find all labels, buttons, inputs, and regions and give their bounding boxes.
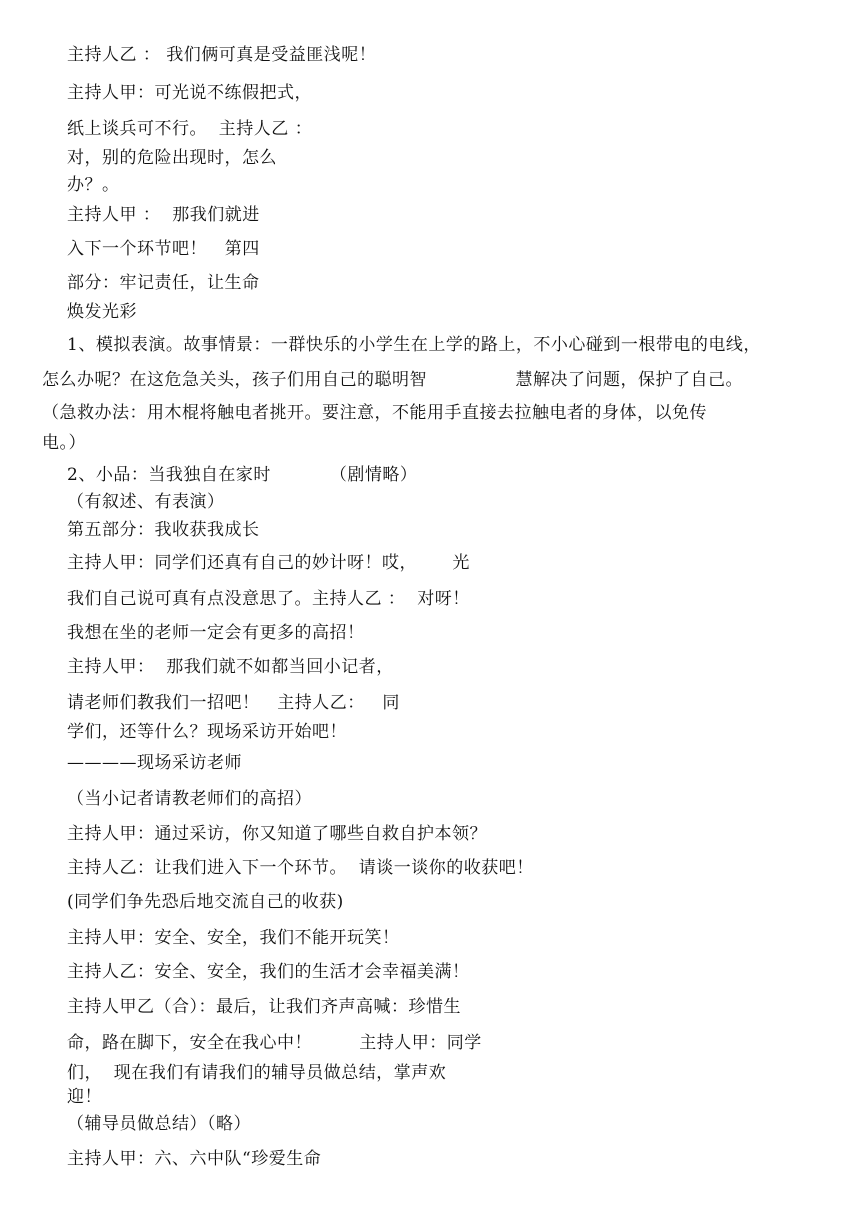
text-line-5: 办？。 xyxy=(67,175,120,195)
text-line-29: 主持人乙：安全、安全，我们的生活才会幸福美满！ xyxy=(67,962,470,982)
text-line-24: （当小记者请教老师们的高招） xyxy=(67,789,312,809)
text-line-31: 命，路在脚下，安全在我心中！ 主持人甲：同学 xyxy=(67,1033,482,1053)
text-line-3: 纸上谈兵可不行。 主持人乙 ： xyxy=(67,119,313,139)
text-line-20: 主持人甲： 那我们就不如都当回小记者， xyxy=(67,657,394,677)
text-line-6: 主持人甲 ： 那我们就进 xyxy=(67,205,260,225)
text-line-2: 主持人甲：可光说不练假把式， xyxy=(67,83,312,103)
text-line-16: 第五部分：我收获我成长 xyxy=(67,520,260,540)
text-line-10: 1、模拟表演。故事情景：一群快乐的小学生在上学的路上，不小心碰到一根带电的电线， xyxy=(67,335,761,355)
text-line-18: 我们自己说可真有点没意思了。主持人乙 ： 对呀！ xyxy=(67,589,470,609)
text-line-7: 入下一个环节吧！ 第四 xyxy=(67,239,260,259)
text-line-12: （急救办法：用木棍将触电者挑开。要注意，不能用手直接去拉触电者的身体，以免传 xyxy=(42,403,707,423)
text-line-13: 电。） xyxy=(42,433,86,453)
text-line-34: （辅导员做总结）（略） xyxy=(67,1114,251,1134)
text-line-23: ————现场采访老师 xyxy=(67,753,242,773)
text-line-4: 对，别的危险出现时，怎么 xyxy=(67,148,277,168)
text-line-21: 请老师们教我们一招吧！ 主持人乙： 同 xyxy=(67,693,400,713)
text-line-33: 迎！ xyxy=(67,1087,102,1107)
text-line-17: 主持人甲：同学们还真有自己的妙计呀！哎， 光 xyxy=(67,553,470,573)
text-line-19: 我想在坐的老师一定会有更多的高招！ xyxy=(67,623,365,643)
text-line-32: 们， 现在我们有请我们的辅导员做总结，掌声欢 xyxy=(67,1063,447,1083)
text-line-9: 焕发光彩 xyxy=(67,302,137,322)
text-line-27: (同学们争先恐后地交流自己的收获) xyxy=(67,892,344,912)
text-line-15: （有叙述、有表演） xyxy=(67,492,225,512)
text-line-22: 学们，还等什么？现场采访开始吧！ xyxy=(67,722,347,742)
text-line-11: 怎么办呢？在这危急关头，孩子们用自己的聪明智 慧解决了问题，保护了自己。 xyxy=(42,370,744,390)
text-line-14: 2、小品：当我独自在家时 （剧情略） xyxy=(67,465,418,485)
text-line-1: 主持人乙 ： 我们俩可真是受益匪浅呢！ xyxy=(67,45,377,65)
text-line-8: 部分：牢记责任，让生命 xyxy=(67,273,260,293)
text-line-35: 主持人甲：六、六中队“珍爱生命 xyxy=(67,1149,322,1169)
text-line-28: 主持人甲：安全、安全，我们不能开玩笑！ xyxy=(67,928,400,948)
text-line-26: 主持人乙：让我们进入下一个环节。 请谈一谈你的收获吧！ xyxy=(67,858,534,878)
text-line-25: 主持人甲：通过采访，你又知道了哪些自救自护本领？ xyxy=(67,824,487,844)
text-line-30: 主持人甲乙（合）：最后，让我们齐声高喊：珍惜生 xyxy=(67,997,461,1017)
